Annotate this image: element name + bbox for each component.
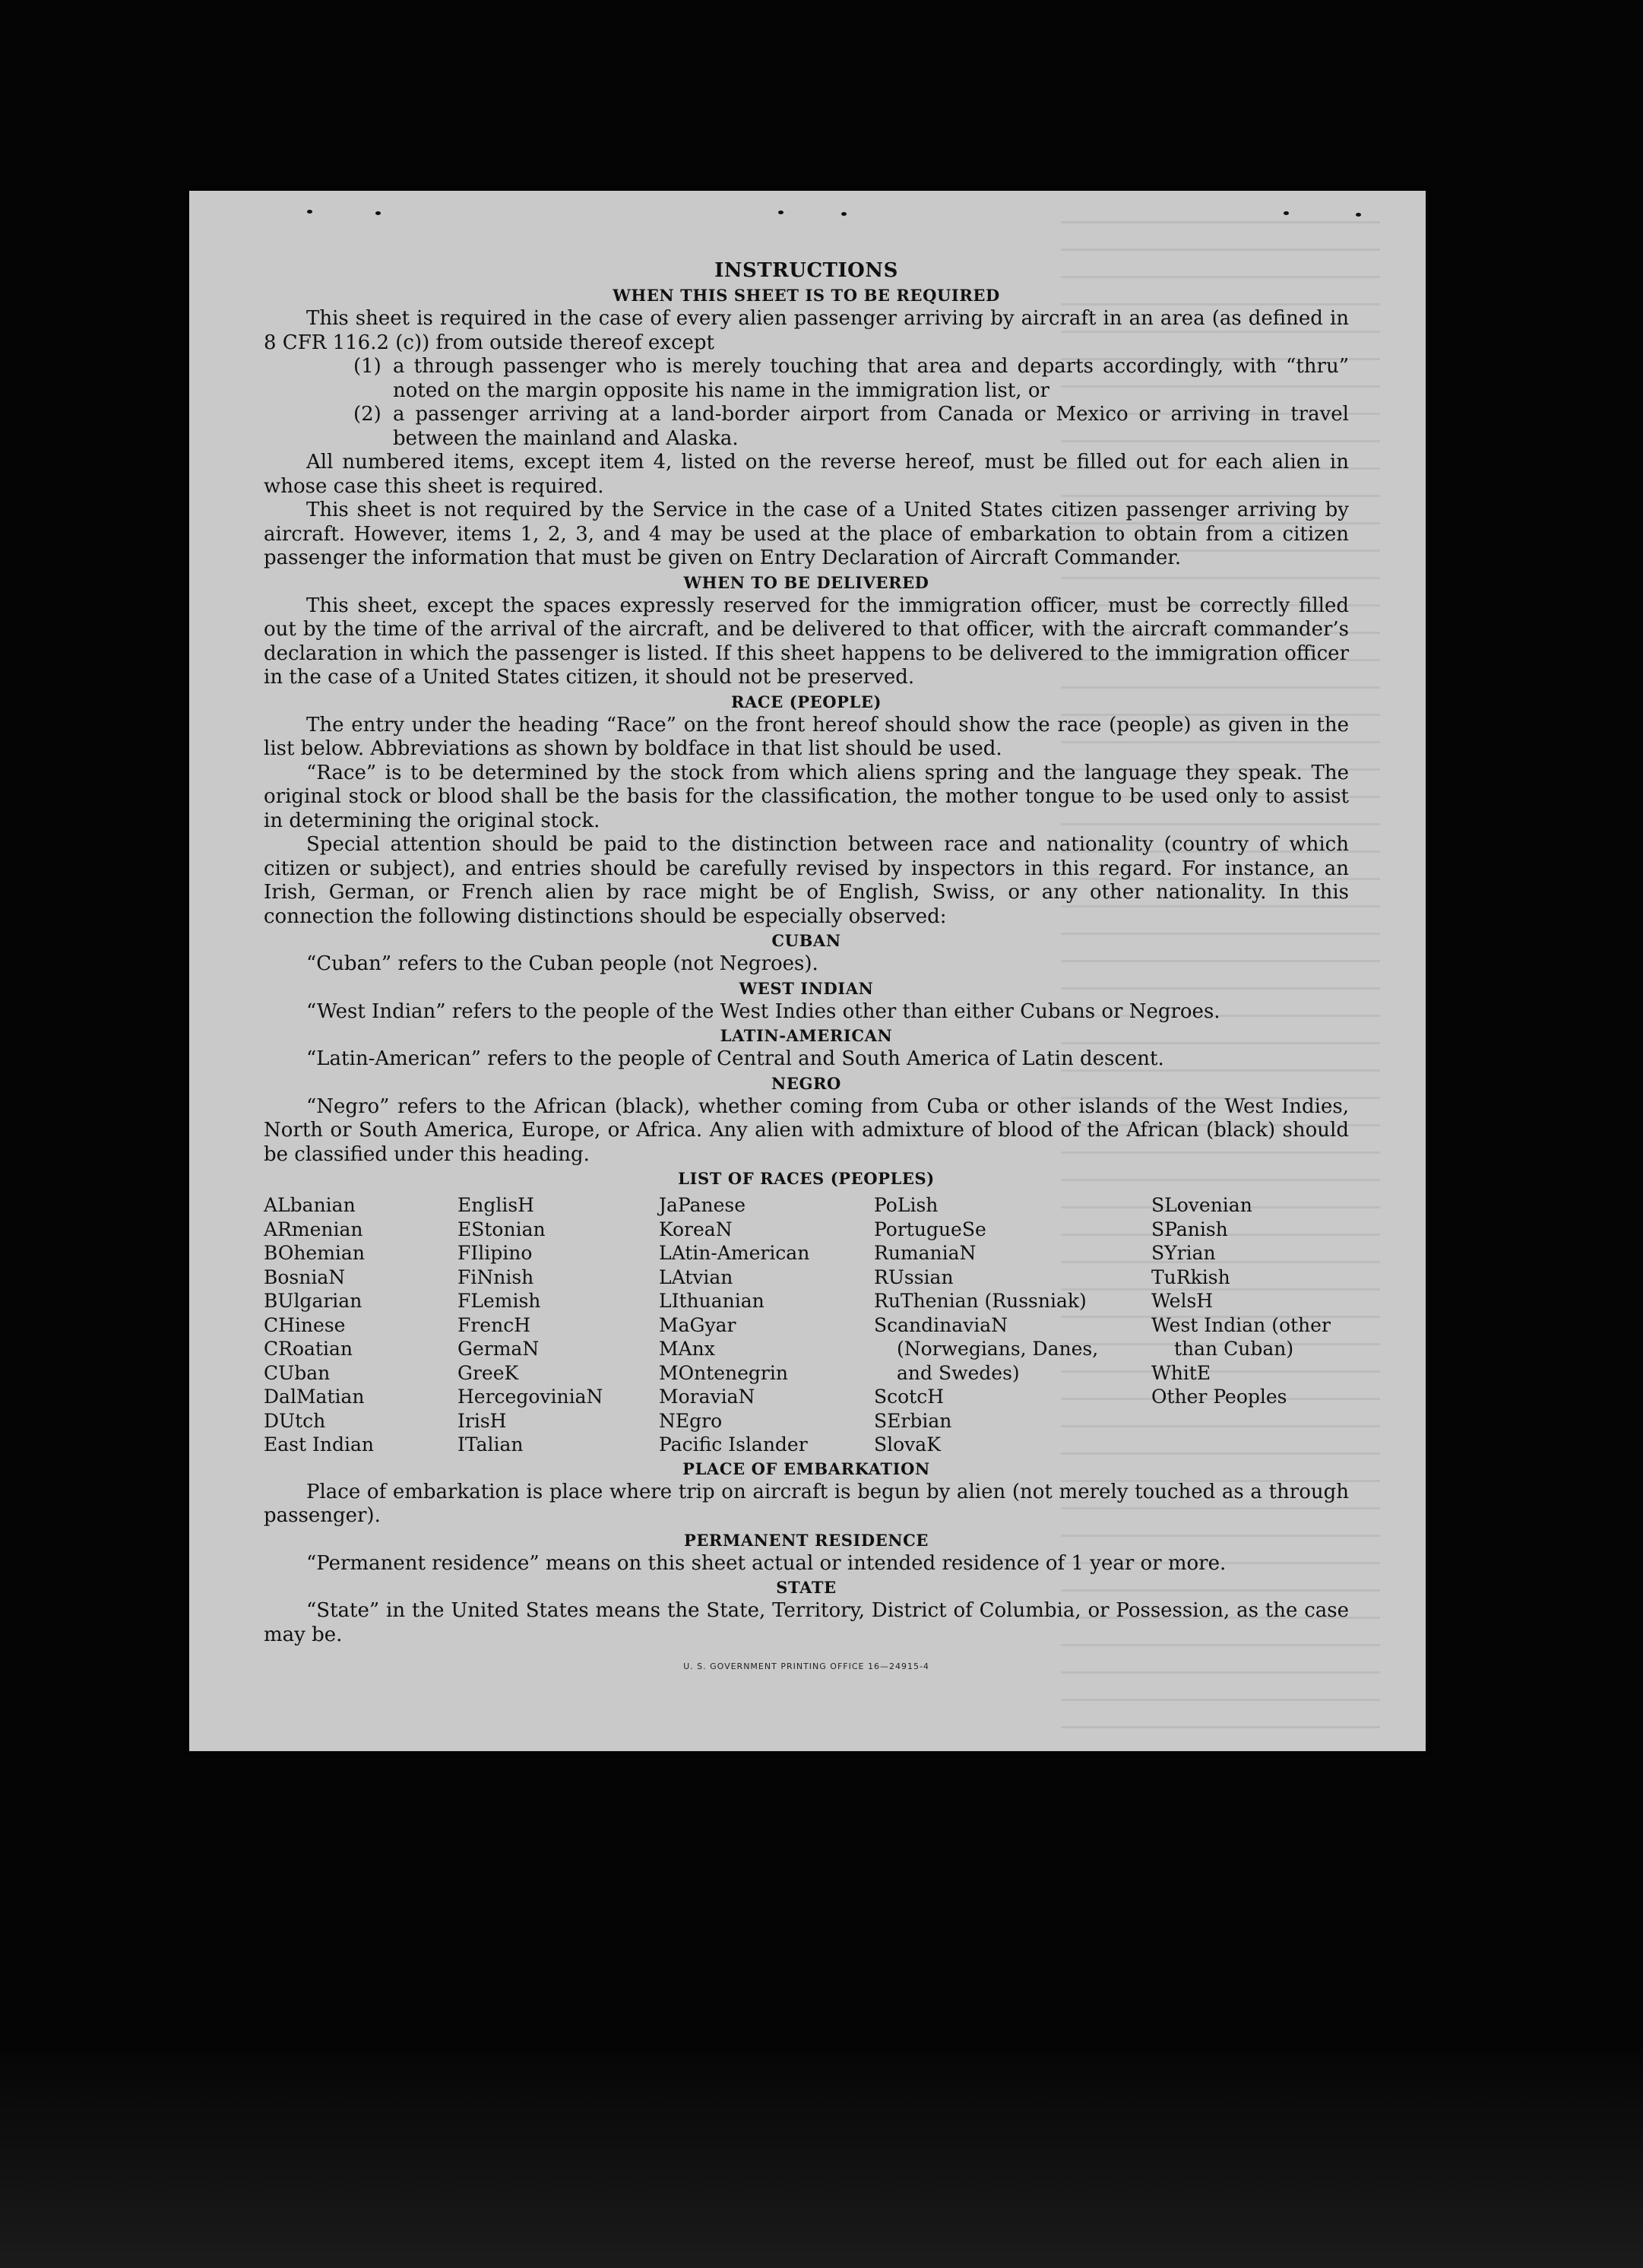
item-text: a through passenger who is merely touching that area and departs accordingly, with “thru” noted on the margin opposite his name in the immigration list, or <box>393 355 1349 402</box>
race-entry: DalMatian <box>264 1386 365 1408</box>
printer-imprint: U. S. GOVERNMENT PRINTING OFFICE 16—24915-4 <box>683 1661 929 1671</box>
item-number: (1) <box>353 355 381 378</box>
paragraph-when-required-intro: This sheet is required in the case of every alien passenger arriving by aircraft in an area (as defined in 8 CFR 116.2 (c)) from outside thereof except <box>264 307 1349 354</box>
race-entry: HercegoviniaN <box>457 1386 603 1408</box>
punch-mark <box>778 211 784 214</box>
race-entry: SPanish <box>1151 1218 1228 1240</box>
race-entry: FiNnish <box>457 1265 534 1288</box>
race-entry: LAtin-American <box>659 1242 810 1264</box>
race-entry: RuThenian (Russniak) <box>874 1290 1087 1312</box>
heading-when-delivered: WHEN TO BE DELIVERED <box>683 572 929 592</box>
race-entry: ScandinaviaN (Norwegians, Danes, and Swedes) <box>874 1313 1099 1384</box>
race-entry: LIthuanian <box>659 1290 765 1312</box>
race-entry: MaGyar <box>659 1313 736 1336</box>
paragraph-numbered-items: All numbered items, except item 4, listed on the reverse hereof, must be filled out for each alien in whose case this sheet is required. <box>264 451 1349 498</box>
race-entry: WhitE <box>1151 1361 1211 1384</box>
race-entry: DUtch <box>264 1409 326 1432</box>
races-column <box>457 1193 659 1457</box>
heading-latin-american: LATIN-AMERICAN <box>720 1026 893 1045</box>
race-entry: BUlgarian <box>264 1290 362 1312</box>
race-entry: WelsH <box>1151 1290 1214 1312</box>
races-column <box>874 1193 1151 1457</box>
race-entry: RUssian <box>874 1265 954 1288</box>
item-number: (2) <box>353 403 381 426</box>
heading-permanent-residence: PERMANENT RESIDENCE <box>683 1530 929 1550</box>
paragraph-cuban: “Cuban” refers to the Cuban people (not Negroes). <box>306 952 818 975</box>
paragraph-race-definition: “Race” is to be determined by the stock from which aliens spring and the language they speak. The original stock or blood shall be the basis for the classification, the mother tongue to be used only to assist in determining the original stock. <box>264 761 1349 832</box>
punch-mark <box>841 212 847 216</box>
race-entry: NEgro <box>659 1409 723 1432</box>
list-item <box>353 355 1349 403</box>
race-entry: FLemish <box>457 1290 541 1312</box>
heading-list-of-races: LIST OF RACES (PEOPLES) <box>678 1169 935 1188</box>
race-entry: MOntenegrin <box>659 1361 788 1384</box>
instructions-content <box>264 258 1349 1679</box>
race-entry: KoreaN <box>659 1218 733 1240</box>
race-entry: BosniaN <box>264 1265 346 1288</box>
race-entry: CRoatian <box>264 1338 353 1360</box>
race-entry: BOhemian <box>264 1242 365 1264</box>
punch-mark <box>1356 213 1361 217</box>
race-entry: Other Peoples <box>1151 1386 1287 1408</box>
race-entry: FIlipino <box>457 1242 533 1264</box>
page-title: INSTRUCTIONS <box>714 259 898 282</box>
race-entry: MAnx <box>659 1338 715 1360</box>
race-entry: PoLish <box>874 1194 939 1216</box>
heading-west-indian: WEST INDIAN <box>739 978 874 998</box>
race-entry: CUban <box>264 1361 331 1384</box>
item-text: a passenger arriving at a land-border airport from Canada or Mexico or arriving in travel between the mainland and Alaska. <box>393 403 1349 450</box>
race-entry: SLovenian <box>1151 1194 1252 1216</box>
scanner-background <box>0 2052 1643 2268</box>
race-entry: JaPanese <box>659 1194 746 1216</box>
paragraph-race-entry: The entry under the heading “Race” on the front hereof should show the race (people) as given in the list below. Abbreviations as shown by boldface in that list should be used. <box>264 713 1349 760</box>
race-entry: SErbian <box>874 1409 952 1432</box>
heading-state: STATE <box>776 1578 837 1597</box>
race-entry: GreeK <box>457 1361 519 1384</box>
race-entry: EStonian <box>457 1218 546 1240</box>
race-entry: ALbanian <box>264 1194 356 1216</box>
race-entry: EnglisH <box>457 1194 534 1216</box>
race-entry: West Indian (other than Cuban) <box>1151 1313 1331 1360</box>
heading-race: RACE (PEOPLE) <box>730 692 882 711</box>
race-entry: East Indian <box>264 1433 374 1456</box>
paragraph-citizen-passenger: This sheet is not required by the Service in the case of a United States citizen passenger arriving by aircraft. However, items 1, 2, 3, and 4 may be used at the place of embarkation to obtain from a citizen passenger the information that must be given on Entry Declaration of Aircraft Commander. <box>264 499 1349 569</box>
races-column <box>659 1193 874 1457</box>
punch-mark <box>375 211 381 215</box>
paragraph-embarkation: Place of embarkation is place where trip on aircraft is begun by alien (not merely touched as a through passenger). <box>264 1480 1349 1527</box>
race-entry: TuRkish <box>1151 1265 1230 1288</box>
race-entry: CHinese <box>264 1313 346 1336</box>
punch-mark <box>307 210 312 214</box>
race-entry: ScotcH <box>874 1386 945 1408</box>
race-entry: LAtvian <box>659 1265 733 1288</box>
list-item <box>353 403 1349 451</box>
heading-cuban: CUBAN <box>771 931 841 950</box>
paragraph-west-indian: “West Indian” refers to the people of the West Indies other than either Cubans or Negroes. <box>306 999 1220 1023</box>
paragraph-race-nationality: Special attention should be paid to the distinction between race and nationality (country of which citizen or subject), and entries should be carefully revised by inspectors in this regard. For instance, an Irish, German, or French alien by race might be of English, Swiss, or any other nationality. In this connection the following distinctions should be especially observed: <box>264 833 1349 928</box>
race-entry: Pacific Islander <box>659 1433 808 1456</box>
paragraph-negro: “Negro” refers to the African (black), whether coming from Cuba or other islands of the West Indies, North or South America, Europe, or Africa. Any alien with admixture of blood of the African (black) should be classified under this heading. <box>264 1094 1349 1166</box>
paragraph-state: “State” in the United States means the State, Territory, District of Columbia, or Possession, as the case may be. <box>264 1599 1349 1646</box>
heading-when-required: WHEN THIS SHEET IS TO BE REQUIRED <box>613 286 1000 305</box>
race-entry: ARmenian <box>264 1218 363 1240</box>
document-page <box>189 191 1426 1751</box>
paragraph-residence: “Permanent residence” means on this sheet actual or intended residence of 1 year or more. <box>306 1551 1227 1575</box>
race-entry: PortugueSe <box>874 1218 986 1240</box>
race-entry: ITalian <box>457 1433 524 1456</box>
race-entry: SlovaK <box>874 1433 941 1456</box>
paragraph-latin-american: “Latin-American” refers to the people of Central and South America of Latin descent. <box>306 1047 1164 1070</box>
heading-place-of-embarkation: PLACE OF EMBARKATION <box>682 1459 930 1478</box>
race-entry: GermaN <box>457 1338 540 1360</box>
races-column <box>1151 1193 1349 1457</box>
race-entry: RumaniaN <box>874 1242 977 1264</box>
races-column <box>264 1193 457 1457</box>
race-entry: FrencH <box>457 1313 530 1336</box>
race-entry: MoraviaN <box>659 1386 755 1408</box>
race-entry: SYrian <box>1151 1242 1216 1264</box>
paragraph-when-delivered: This sheet, except the spaces expressly reserved for the immigration officer, must be correctly filled out by the time of the arrival of the aircraft, and be delivered to that officer, with the aircraft commander’s declaration in which the passenger is listed. If this sheet happens to be delivered to the immigration officer in the case of a United States citizen, it should not be preserved. <box>264 594 1349 689</box>
race-entry: IrisH <box>457 1409 507 1432</box>
punch-mark <box>1284 211 1289 215</box>
heading-negro: NEGRO <box>771 1073 841 1093</box>
races-list <box>264 1193 1349 1457</box>
